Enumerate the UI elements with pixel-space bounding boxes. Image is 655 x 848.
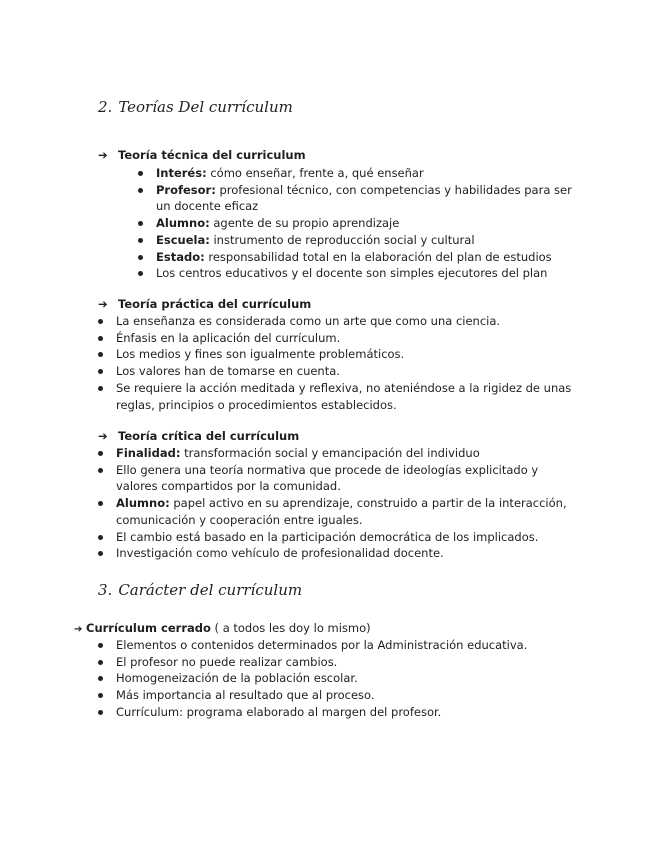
section-number: 3. xyxy=(98,581,113,599)
list-item: El cambio está basado en la participación democrática de los implicados. xyxy=(96,529,576,546)
curriculum-cerrado-list xyxy=(96,637,576,721)
teoria-tecnica-title: ➔ Teoría técnica del curriculum xyxy=(98,148,306,162)
curriculum-cerrado-title: ➔ Currículum cerrado ( a todos les doy lo mismo) xyxy=(74,621,371,635)
list-item: Interés: cómo enseñar, frente a, qué enseñar xyxy=(136,165,576,182)
section-number: 2. xyxy=(98,98,113,116)
arrow-icon: ➔ xyxy=(98,429,108,443)
list-item: La enseñanza es considerada como un arte que como una ciencia. xyxy=(96,313,576,330)
curriculum-cerrado-note: ( a todos les doy lo mismo) xyxy=(210,621,371,635)
list-item: Se requiere la acción meditada y reflexiva, no ateniéndose a la rigidez de unas reglas, principios o procedimientos establecidos. xyxy=(96,380,576,413)
teoria-practica-list xyxy=(96,313,576,413)
list-item: Ello genera una teoría normativa que procede de ideologías explicitado y valores compartidos por la comunidad. xyxy=(96,462,576,495)
arrow-icon: ➔ xyxy=(98,148,108,162)
list-item: Más importancia al resultado que al proceso. xyxy=(96,687,576,704)
section-title: Teorías Del currículum xyxy=(118,98,293,116)
list-item: Finalidad: transformación social y emancipación del individuo xyxy=(96,445,576,462)
section-2-heading xyxy=(98,98,293,116)
list-item: Elementos o contenidos determinados por la Administración educativa. xyxy=(96,637,576,654)
list-item: Alumno: agente de su propio aprendizaje xyxy=(136,215,576,232)
list-item: Homogeneización de la población escolar. xyxy=(96,670,576,687)
arrow-icon: ➔ xyxy=(98,297,108,311)
arrow-icon: ➔ xyxy=(74,624,83,635)
teoria-critica-list xyxy=(96,445,576,562)
teoria-tecnica-list xyxy=(136,165,576,282)
list-item: Los centros educativos y el docente son simples ejecutores del plan xyxy=(136,265,576,282)
list-item: Currículum: programa elaborado al margen del profesor. xyxy=(96,704,576,721)
list-item: Alumno: papel activo en su aprendizaje, construido a partir de la interacción, comunicación y cooperación entre iguales. xyxy=(96,495,576,528)
teoria-practica-title: ➔ Teoría práctica del currículum xyxy=(98,297,312,311)
section-3-heading xyxy=(98,581,302,599)
list-item: El profesor no puede realizar cambios. xyxy=(96,654,576,671)
list-item: Los medios y fines son igualmente problemáticos. xyxy=(96,346,576,363)
list-item: Los valores han de tomarse en cuenta. xyxy=(96,363,576,380)
list-item: Énfasis en la aplicación del currículum. xyxy=(96,330,576,347)
list-item: Profesor: profesional técnico, con competencias y habilidades para ser un docente eficaz xyxy=(136,182,576,215)
list-item: Investigación como vehículo de profesionalidad docente. xyxy=(96,545,576,562)
list-item: Estado: responsabilidad total en la elaboración del plan de estudios xyxy=(136,249,576,266)
teoria-critica-title: ➔ Teoría crítica del currículum xyxy=(98,429,300,443)
section-title: Carácter del currículum xyxy=(118,581,303,599)
list-item: Escuela: instrumento de reproducción social y cultural xyxy=(136,232,576,249)
